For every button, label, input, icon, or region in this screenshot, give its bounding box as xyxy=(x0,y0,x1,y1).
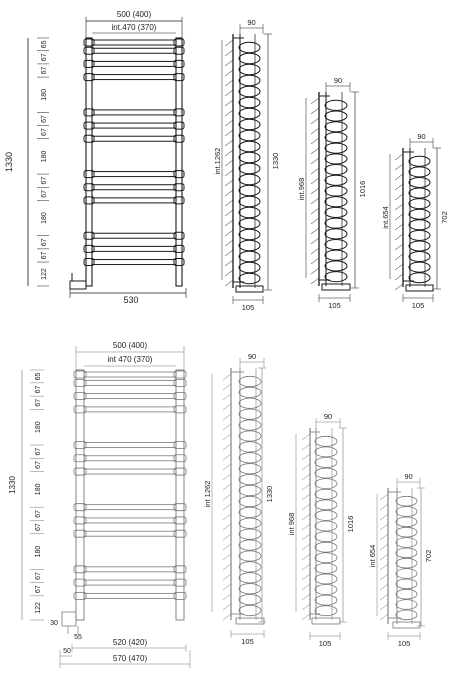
bottom-front-segment-label: 180 xyxy=(35,545,42,558)
bottom-front-width-label: 500 (400) xyxy=(112,341,148,350)
top-side3-tube-end xyxy=(409,273,430,283)
bot-side3-depth-label: 105 xyxy=(397,639,411,648)
bottom-front-segment-label: 67 xyxy=(35,509,42,518)
top-side3-tube-end xyxy=(409,177,430,187)
bot-side2-tube-end xyxy=(315,606,337,616)
bot-side1-tube-end xyxy=(239,605,261,615)
bot-side1-tube-end xyxy=(239,594,261,604)
top-side3-tube-end xyxy=(409,230,430,240)
top-side3-tube-end xyxy=(409,167,430,177)
bot-side2-tube-end xyxy=(315,479,337,489)
bottom-front-segment-label: 67 xyxy=(35,447,42,456)
top-side1-depth-label: 105 xyxy=(241,303,255,312)
top-side2-tube-end xyxy=(325,122,347,132)
top-side1-tube-end xyxy=(239,119,260,129)
top-side2-tube-end xyxy=(325,175,347,185)
top-front-tube xyxy=(92,185,176,190)
bot-side1-tube-end xyxy=(239,420,261,430)
top-front-segment-label: 67 xyxy=(41,115,48,123)
top-front-tube xyxy=(92,233,176,238)
top-front-segment-label: 180 xyxy=(41,212,48,224)
top-side3-tube-end xyxy=(409,241,430,251)
bottom-side-view-702 xyxy=(368,472,433,648)
top-front-segment-label: 67 xyxy=(40,251,48,260)
top-side1-tube-end xyxy=(239,141,260,151)
top-side1-tube-end xyxy=(239,229,260,239)
top-side-view-1330 xyxy=(213,18,280,312)
top-front-height-label: 1330 xyxy=(4,151,14,173)
bot-side1-tube-end xyxy=(239,562,261,572)
bottom-front-segment-label: 67 xyxy=(35,523,42,531)
top-front-tube xyxy=(92,260,176,265)
bot-side2-tube-end xyxy=(315,563,337,573)
bot-side2-tube-end xyxy=(315,436,337,446)
bot-side1-height-label: 1330 xyxy=(265,485,274,503)
bot-side3-tube-end xyxy=(396,507,417,517)
bottom-front-segment-label: 67 xyxy=(35,585,42,594)
bot-side2-tube-end xyxy=(315,574,337,584)
bottom-side-view-1330 xyxy=(203,352,274,646)
bot-side2-tube-end xyxy=(315,553,337,563)
top-front-width-label: 500 (400) xyxy=(116,10,152,19)
bot-side1-tube-end xyxy=(239,398,261,408)
bot-side3-tube-end xyxy=(396,548,417,558)
bot-side3-interior-label: int 654 xyxy=(368,544,377,568)
top-side1-tube-end xyxy=(239,185,260,195)
bot-side3-tube-end xyxy=(396,579,417,589)
bot-side2-tube-end xyxy=(315,468,337,478)
bot-side1-tube-end xyxy=(239,474,261,484)
bot-side2-tube-end xyxy=(315,500,337,510)
top-front-segment-label: 65 xyxy=(41,40,48,49)
top-front-tube xyxy=(92,48,176,53)
top-side2-tube-end xyxy=(325,207,347,217)
top-side1-tube-end xyxy=(239,152,260,162)
top-side1-tube-end xyxy=(239,97,260,107)
top-side3-height-label: 702 xyxy=(440,211,449,224)
bot-side1-tube-end xyxy=(239,529,261,539)
top-side2-tube-end xyxy=(325,154,347,164)
top-side1-tube-end xyxy=(239,130,260,140)
bot-side3-tube-end xyxy=(396,569,417,579)
bot-side1-interior-label: int 1262 xyxy=(203,480,212,508)
bot-side2-depth-label: 105 xyxy=(318,639,332,648)
bottom-front-tube xyxy=(84,443,176,448)
top-side1-tube-end xyxy=(239,273,260,283)
top-side1-tube-end xyxy=(239,108,260,118)
top-side2-depth-label: 105 xyxy=(328,301,341,310)
bot-side1-tube-end xyxy=(239,551,261,561)
bot-side2-tube-end xyxy=(315,521,337,531)
bottom-front-tube xyxy=(84,394,176,399)
bot-side1-tube-end xyxy=(239,507,261,517)
bot-side1-tube-end xyxy=(239,540,261,550)
bot-side1-tube-end xyxy=(239,442,261,452)
bot-side1-tube-end xyxy=(239,496,261,506)
top-front-segment-label: 67 xyxy=(41,176,48,185)
top-side1-tube-end xyxy=(239,251,260,261)
bottom-front-segment-label: 180 xyxy=(35,483,42,496)
top-side1-tube-end xyxy=(239,42,260,52)
bot-side1-tube-end xyxy=(239,376,261,386)
bot-side2-tube-end xyxy=(315,510,337,520)
bottom-front-height-label: 1330 xyxy=(8,476,17,494)
bottom-front-tube xyxy=(84,456,176,461)
top-side1-tube-end xyxy=(239,64,260,74)
top-side1-tube-end xyxy=(239,163,260,173)
top-side1-tube-end xyxy=(239,262,260,272)
bot-side3-tube-end xyxy=(396,496,417,506)
top-side3-tube-end xyxy=(409,209,430,219)
top-front-tube xyxy=(92,198,176,203)
top-side2-tube-end xyxy=(325,143,347,153)
bottom-front-tube xyxy=(84,518,176,523)
bot-side1-tube-end xyxy=(239,387,261,397)
top-side1-tube-end xyxy=(239,53,260,63)
top-side3-top-label: 90 xyxy=(417,132,426,141)
bot-side2-tube-end xyxy=(315,532,337,542)
top-side2-tube-end xyxy=(325,186,347,196)
bot-side3-tube-end xyxy=(396,558,417,568)
top-front-tube xyxy=(92,136,176,141)
top-side1-top-label: 90 xyxy=(247,18,256,27)
top-side3-tube-end xyxy=(409,156,430,166)
bot-side3-tube-end xyxy=(396,527,417,537)
bottom-front-segment-label: 67 xyxy=(35,461,42,469)
bottom-side-view-1016 xyxy=(287,412,355,648)
bot-side1-tube-end xyxy=(239,518,261,528)
bot-side3-tube-end xyxy=(396,538,417,548)
top-side2-tube-end xyxy=(325,165,347,175)
bottom-front-segment-label: 180 xyxy=(35,421,42,434)
bot-side2-tube-end xyxy=(315,489,337,499)
bottom-front-interior-label: int 470 (370) xyxy=(107,355,153,364)
top-side2-tube-end xyxy=(325,261,347,271)
top-front-tube xyxy=(92,75,176,80)
top-front-tube xyxy=(92,40,176,45)
bot-side2-tube-end xyxy=(315,595,337,605)
bottom-front-tube xyxy=(84,407,176,412)
top-side3-tube-end xyxy=(409,188,430,198)
bot-side2-interior-label: int 968 xyxy=(287,512,296,536)
top-front-segment-label: 67 xyxy=(41,189,48,198)
bot-side1-tube-end xyxy=(239,485,261,495)
top-side1-tube-end xyxy=(239,75,260,85)
bottom-front-tube xyxy=(84,531,176,536)
top-front-view xyxy=(4,10,186,305)
top-side2-tube-end xyxy=(325,111,347,121)
top-front-segment-label: 67 xyxy=(41,53,48,62)
top-front-tube xyxy=(92,110,176,115)
top-side2-top-label: 90 xyxy=(333,76,343,85)
top-side2-interior-label: int.968 xyxy=(297,177,306,201)
top-side3-tube-end xyxy=(409,262,430,272)
bot-side3-tube-end xyxy=(396,610,417,620)
bot-side3-tube-end xyxy=(396,600,417,610)
bottom-front-segment-label: 65 xyxy=(35,372,42,381)
top-front-segment-label: 67 xyxy=(41,128,48,137)
bot-side1-top-label: 90 xyxy=(247,352,257,361)
bot-side1-depth-label: 105 xyxy=(241,637,254,646)
top-side1-tube-end xyxy=(239,196,260,206)
bottom-front-outer-base-label: 570 (470) xyxy=(112,654,148,663)
top-front-segment-label: 67 xyxy=(41,238,48,247)
bottom-front-pipe-label: 55 xyxy=(74,634,82,641)
top-front-tube xyxy=(92,123,176,128)
top-front-tube xyxy=(92,172,176,177)
bottom-front-offset-label: 30 xyxy=(50,620,58,627)
top-front-tube xyxy=(92,61,176,66)
bot-side3-tube-end xyxy=(396,517,417,527)
top-side1-height-label: 1330 xyxy=(271,152,280,170)
bot-side1-tube-end xyxy=(239,453,261,463)
bottom-front-tube xyxy=(84,505,176,510)
top-side2-tube-end xyxy=(325,197,347,207)
bottom-front-segment-label: 67 xyxy=(35,572,42,580)
bot-side2-tube-end xyxy=(315,457,337,467)
bot-side2-tube-end xyxy=(315,585,337,595)
top-side1-tube-end xyxy=(239,240,260,250)
bot-side2-tube-end xyxy=(315,542,337,552)
top-front-segment-label: 122 xyxy=(41,268,48,280)
top-side-view-1016 xyxy=(297,76,367,310)
top-side2-tube-end xyxy=(325,218,347,228)
bot-side2-top-label: 90 xyxy=(323,412,333,421)
bottom-front-tube xyxy=(84,567,176,572)
top-side2-tube-end xyxy=(325,272,347,282)
bot-side1-tube-end xyxy=(239,431,261,441)
bot-side2-height-label: 1016 xyxy=(346,515,355,533)
top-side2-tube-end xyxy=(325,239,347,249)
bottom-front-tube xyxy=(84,593,176,598)
top-side-view-702 xyxy=(381,132,449,310)
bot-side1-tube-end xyxy=(239,584,261,594)
bot-side3-top-label: 90 xyxy=(404,472,413,481)
bot-side3-height-label: 702 xyxy=(424,549,433,563)
top-side2-tube-end xyxy=(325,229,347,239)
bot-side1-tube-end xyxy=(239,573,261,583)
top-front-segment-label: 67 xyxy=(41,66,48,75)
top-side1-interior-label: int.1262 xyxy=(213,147,222,175)
bottom-front-tube xyxy=(84,380,176,385)
bot-side3-tube-end xyxy=(396,589,417,599)
top-side1-tube-end xyxy=(239,207,260,217)
top-front-segment-label: 180 xyxy=(41,150,48,163)
top-side3-interior-label: int.654 xyxy=(381,206,390,229)
bot-side2-tube-end xyxy=(315,447,337,457)
bottom-front-view xyxy=(8,341,190,668)
top-side3-depth-label: 105 xyxy=(411,301,425,310)
bottom-front-tube xyxy=(84,469,176,474)
top-front-interior-label: int.470 (370) xyxy=(111,23,157,32)
top-side2-height-label: 1016 xyxy=(358,180,367,198)
top-side3-tube-end xyxy=(409,252,430,262)
top-side3-tube-end xyxy=(409,220,430,230)
top-side2-tube-end xyxy=(325,132,347,142)
top-front-base-label: 530 xyxy=(123,295,139,305)
top-front-segment-label: 180 xyxy=(41,88,48,101)
top-front-tube xyxy=(92,246,176,251)
bot-side1-tube-end xyxy=(239,464,261,474)
bottom-front-tube xyxy=(84,372,176,377)
bottom-front-left-label: 50 xyxy=(63,648,71,655)
top-side1-tube-end xyxy=(239,218,260,228)
bottom-front-segment-label: 67 xyxy=(35,385,42,394)
bottom-front-segment-label: 67 xyxy=(35,398,42,407)
top-side3-tube-end xyxy=(409,199,430,209)
top-side1-tube-end xyxy=(239,86,260,96)
bottom-front-segment-label: 122 xyxy=(35,602,42,614)
top-side2-tube-end xyxy=(325,100,347,110)
bottom-front-tube xyxy=(84,580,176,585)
top-side2-tube-end xyxy=(325,250,347,260)
bottom-front-inner-base-label: 520 (420) xyxy=(112,638,148,647)
bot-side1-tube-end xyxy=(239,409,261,419)
top-side1-tube-end xyxy=(239,174,260,184)
